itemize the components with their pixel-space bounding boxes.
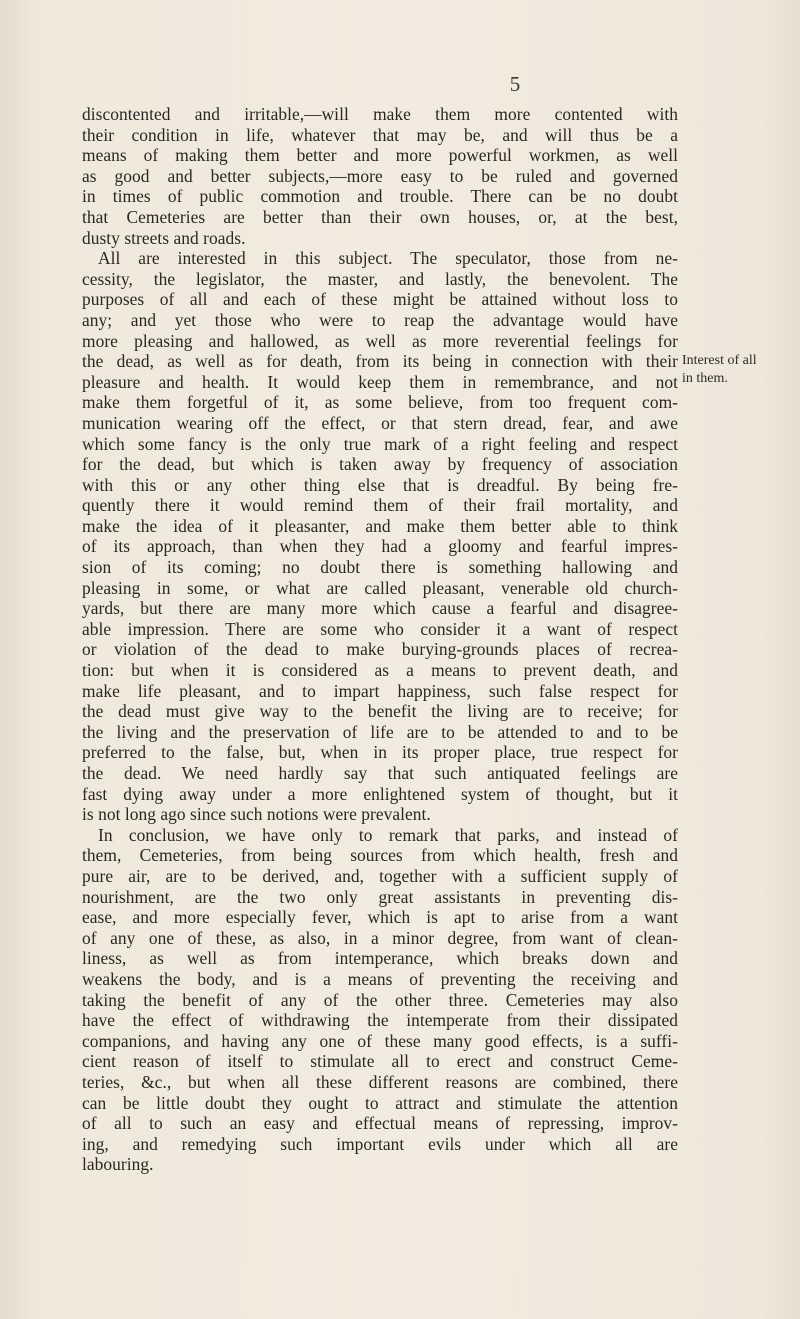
text-line: companions, and having any one of these many good effects, is a suffi-: [82, 1030, 678, 1051]
page-number: 5: [509, 72, 521, 96]
text-line: munication wearing off the effect, or that stern dread, fear, and awe: [82, 412, 678, 433]
text-line: pleasure and health. It would keep them in remembrance, and not: [82, 371, 678, 392]
text-line: of all to such an easy and effectual means of repressing, improv-: [82, 1113, 678, 1134]
text-line: can be little doubt they ought to attract and stimulate the attention: [82, 1092, 678, 1113]
text-line: ease, and more especially fever, which is apt to arise from a want: [82, 907, 678, 928]
text-line: is not long ago since such notions were prevalent.: [82, 804, 431, 825]
text-line: or violation of the dead to make burying-grounds places of recrea-: [82, 639, 678, 660]
text-line: the dead. We need hardly say that such antiquated feelings are: [82, 763, 678, 783]
text-line: make the idea of it pleasanter, and make them better able to think: [82, 515, 678, 536]
margin-note-line: in them.: [682, 371, 728, 386]
text-line: teries, &c., but when all these different reasons are combined, there: [82, 1071, 678, 1092]
text-line: fast dying away under a more enlightened system of thought, but it: [82, 783, 678, 804]
text-line: with this or any other thing else that is dreadful. By being fre-: [82, 474, 678, 495]
body-text: [82, 104, 678, 1175]
text-line: them, Cemeteries, from being sources from which health, fresh and: [82, 845, 678, 866]
text-line: their condition in life, whatever that may be, and will thus be a: [82, 124, 678, 145]
text-line: nourishment, are the two only great assistants in preventing dis-: [82, 886, 678, 907]
text-line: pleasing in some, or what are called pleasant, venerable old church-: [82, 577, 678, 598]
text-line: make life pleasant, and to impart happiness, such false respect for: [82, 680, 678, 701]
text-line: have the effect of withdrawing the intemperate from their dissipated: [82, 1010, 678, 1031]
text-line: of its approach, than when they had a gloomy and fearful impres-: [82, 536, 678, 557]
text-line: for the dead, but which is taken away by frequency of association: [82, 454, 678, 475]
text-line: that Cemeteries are better than their own houses, or, at the best,: [82, 206, 678, 227]
text-line: liness, as well as from intemperance, which breaks down and: [82, 948, 678, 969]
text-line: quently there it would remind them of their frail mortality, and: [82, 495, 678, 516]
text-line: cessity, the legislator, the master, and lastly, the benevolent. The: [82, 268, 678, 289]
text-line: the living and the preservation of life are to be attended to and to be: [82, 721, 678, 742]
text-line: any; and yet those who were to reap the advantage would have: [82, 309, 678, 330]
text-line: ing, and remedying such important evils under which all are: [82, 1133, 678, 1154]
text-line: tion: but when it is considered as a means to prevent death, and: [82, 660, 678, 681]
text-line: in times of public commotion and trouble. There can be no doubt: [82, 186, 678, 207]
text-line: labouring.: [82, 1154, 154, 1175]
text-line: of any one of these, as also, in a minor degree, from want of clean-: [82, 927, 678, 948]
text-line: sion of its coming; no doubt there is something hallowing and: [82, 557, 678, 578]
text-line: means of making them better and more powerful workmen, as well: [82, 145, 678, 166]
text-line: In conclusion, we have only to remark that parks, and instead of: [98, 824, 678, 845]
text-line: discontented and irritable,—will make them more contented with: [82, 104, 678, 124]
text-line: the dead must give way to the benefit the living are to receive; for: [82, 701, 678, 722]
text-line: purposes of all and each of these might be attained without loss to: [82, 289, 678, 310]
text-line: which some fancy is the only true mark of a right feeling and respect: [82, 433, 678, 454]
text-line: preferred to the false, but, when in its proper place, true respect for: [82, 742, 678, 763]
text-line: cient reason of itself to stimulate all to erect and construct Ceme-: [82, 1051, 678, 1072]
text-line: more pleasing and hallowed, as well as more reverential feelings for: [82, 330, 678, 351]
text-line: dusty streets and roads.: [82, 227, 246, 248]
text-line: as good and better subjects,—more easy to be ruled and governed: [82, 165, 678, 186]
margin-note-line: Interest of all: [682, 353, 757, 368]
text-line: weakens the body, and is a means of preventing the receiving and: [82, 968, 678, 989]
text-line: make them forgetful of it, as some believe, from too frequent com-: [82, 392, 678, 413]
text-line: All are interested in this subject. The speculator, those from ne-: [98, 248, 678, 269]
text-line: taking the benefit of any of the other three. Cemeteries may also: [82, 989, 678, 1010]
text-line: able impression. There are some who consider it a want of respect: [82, 618, 678, 639]
margin-note: [682, 352, 792, 388]
text-line: the dead, as well as for death, from its being in connection with their: [82, 351, 678, 372]
text-line: yards, but there are many more which cause a fearful and disagree-: [82, 598, 678, 619]
text-line: pure air, are to be derived, and, together with a sufficient supply of: [82, 865, 678, 886]
